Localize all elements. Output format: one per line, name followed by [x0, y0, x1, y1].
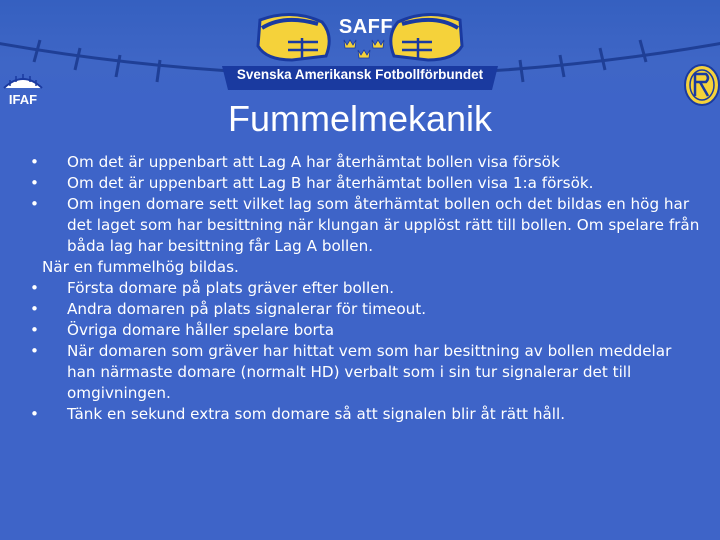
bullet-item: [30, 320, 700, 341]
bullet-text: Andra domaren på plats signalerar för timeout.: [67, 300, 427, 318]
three-crowns-icon: [336, 38, 396, 60]
slide-body: [30, 152, 700, 425]
bullet-marker-icon: •: [30, 342, 39, 360]
bullet-marker-icon: •: [30, 405, 39, 423]
right-helmet-icon: [391, 14, 462, 60]
bullet-item: [30, 404, 700, 425]
slide-title: Fummelmekanik: [227, 98, 493, 139]
bullet-marker-icon: •: [30, 153, 39, 171]
bullet-text: När domaren som gräver har hittat vem som har besittning av bollen meddelar han närmaste domare (normalt HD) verbalt som i sin tur signalerar det till omgivningen.: [67, 342, 672, 402]
bullet-text: När en fummelhög bildas.: [42, 258, 239, 276]
ifaf-logo: [0, 66, 46, 110]
bullet-text: Om ingen domare sett vilket lag som återhämtat bollen och det bildas en hög har det laget som har besittning när klungan är upplöst rätt till bollen. Om spelare från båda lag har besittning får Lag A bollen.: [67, 195, 700, 255]
left-helmet-icon: [258, 14, 329, 60]
body-text-line: [30, 257, 700, 278]
logo-subtitle: Svenska Amerikansk Fotbollförbundet: [236, 67, 484, 82]
bullet-marker-icon: •: [30, 279, 39, 297]
bullet-marker-icon: •: [30, 321, 39, 339]
bullet-marker-icon: •: [30, 300, 39, 318]
bullet-text: Tänk en sekund extra som domare så att signalen blir åt rätt håll.: [67, 405, 566, 423]
bullet-item: [30, 152, 700, 173]
svg-text:IFAF: IFAF: [8, 92, 38, 107]
bullet-text: Första domare på plats gräver efter bollen.: [67, 279, 395, 297]
bullet-marker-icon: •: [30, 195, 39, 213]
right-emblem-logo: [680, 62, 720, 108]
logo-title: SAFF: [338, 16, 394, 38]
bullet-item: [30, 278, 700, 299]
bullet-item: [30, 299, 700, 320]
bullet-item: [30, 173, 700, 194]
bullet-marker-icon: •: [30, 174, 39, 192]
bullet-text: Om det är uppenbart att Lag B har återhämtat bollen visa 1:a försök.: [67, 174, 594, 192]
bullet-text: Om det är uppenbart att Lag A har återhämtat bollen visa försök: [67, 153, 560, 171]
bullet-item: [30, 341, 700, 404]
bullet-text: Övriga domare håller spelare borta: [67, 321, 335, 339]
bullet-item: [30, 194, 700, 257]
